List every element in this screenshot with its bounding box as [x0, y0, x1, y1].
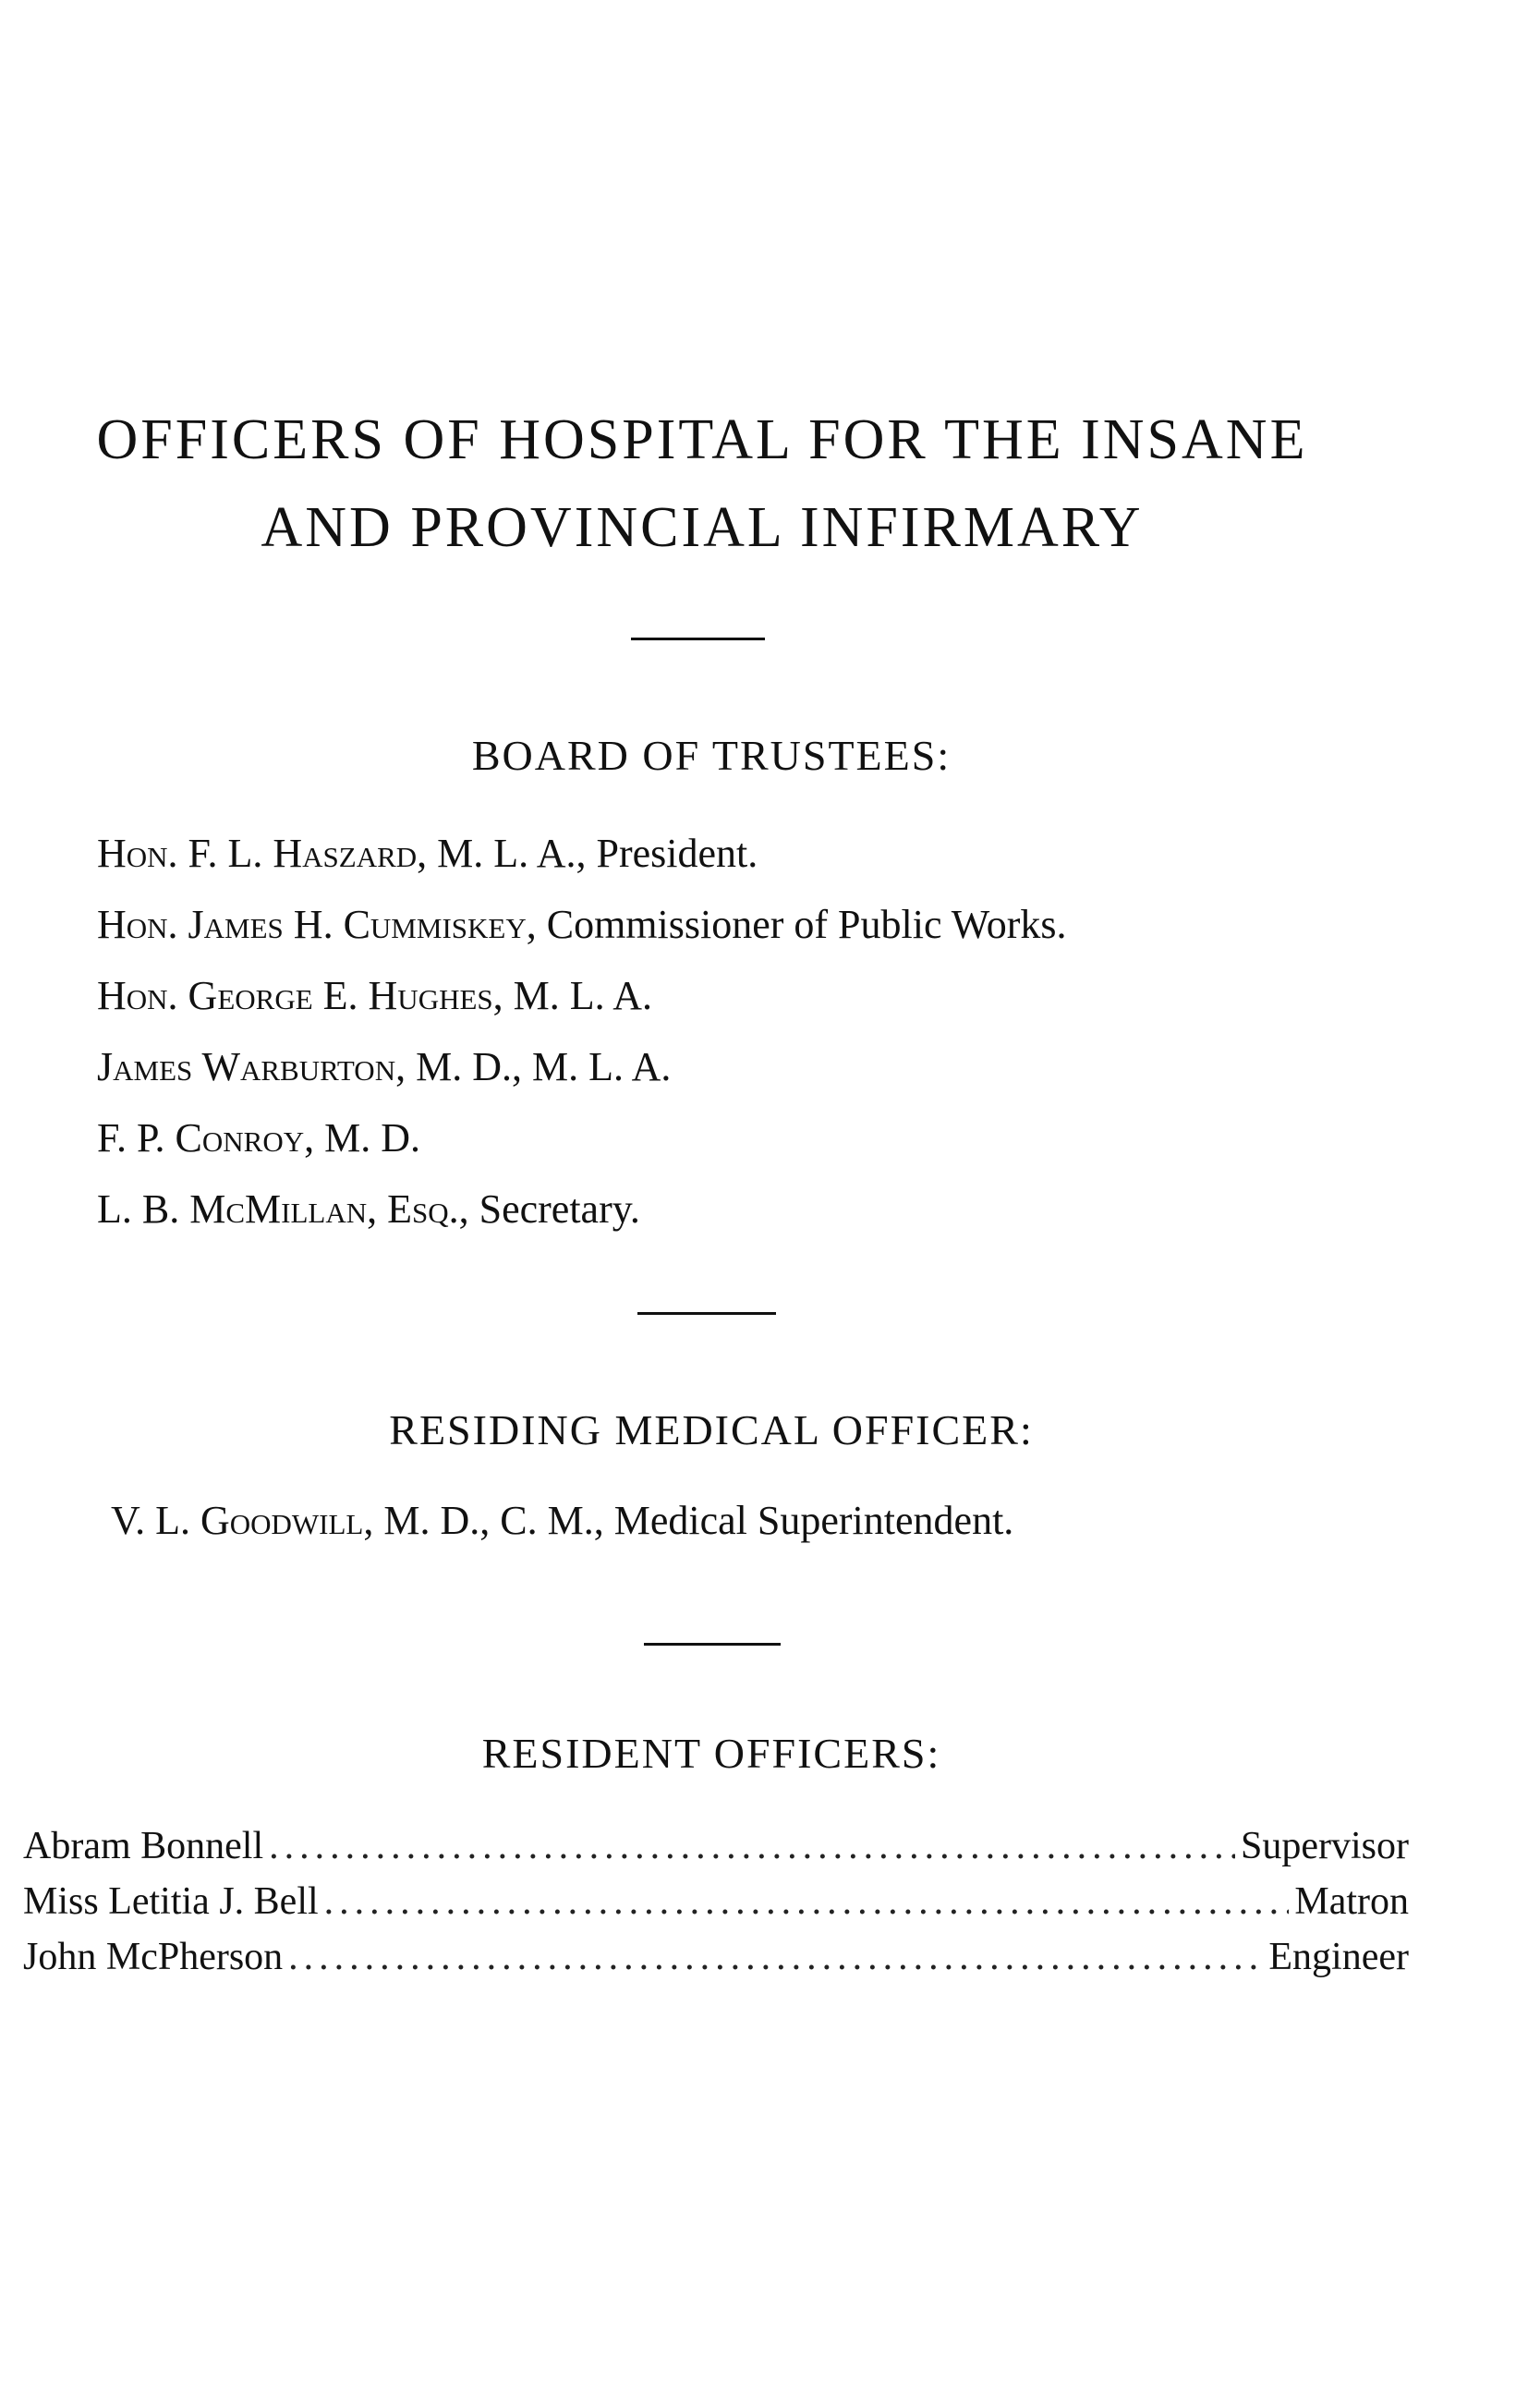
officer-role: Matron — [1294, 1880, 1409, 1923]
trustee-name: L. B. McMillan, Esq. — [97, 1186, 459, 1232]
trustee-suffix: , M. L. A. — [492, 973, 652, 1018]
officer-row — [23, 1929, 1409, 1985]
trustee-name: James Warburton — [97, 1044, 396, 1089]
officer-row — [23, 1874, 1409, 1929]
medical-officer-suffix: , M. D., C. M., Medical Superintendent. — [363, 1498, 1014, 1543]
officer-name: Miss Letitia J. Bell — [23, 1880, 319, 1923]
trustee-suffix: , M. D., M. L. A. — [395, 1044, 672, 1089]
medical-officer-entry — [111, 1497, 1013, 1546]
trustee-name: Hon. George E. Hughes — [97, 973, 493, 1018]
page-title-line-2: AND PROVINCIAL INFIRMARY — [261, 496, 1144, 559]
officer-role: Engineer — [1268, 1936, 1409, 1978]
divider-rule — [631, 638, 765, 640]
trustee-name: Hon. F. L. Haszard — [97, 831, 418, 876]
trustee-entry — [97, 889, 1066, 960]
trustee-entry — [97, 1102, 1066, 1173]
trustee-suffix: , Commissioner of Public Works. — [526, 902, 1067, 947]
resident-officers-list — [23, 1818, 1409, 1985]
trustee-suffix: , M. D. — [304, 1115, 421, 1161]
residing-medical-officer-heading: RESIDING MEDICAL OFFICER: — [389, 1406, 1034, 1453]
trustee-entry — [97, 960, 1066, 1031]
officer-row — [23, 1818, 1409, 1874]
medical-officer-name: V. L. Goodwill — [111, 1498, 364, 1543]
officer-name: Abram Bonnell — [23, 1825, 264, 1867]
trustee-entry — [97, 818, 1066, 889]
divider-rule — [637, 1312, 776, 1315]
officer-name: John McPherson — [23, 1936, 284, 1978]
divider-rule — [644, 1643, 781, 1646]
dot-leader — [288, 1929, 1263, 1985]
trustees-list — [97, 818, 1066, 1245]
resident-officers-heading: RESIDENT OFFICERS: — [481, 1730, 941, 1777]
trustee-suffix: , Secretary. — [458, 1186, 640, 1232]
board-of-trustees-heading: BOARD OF TRUSTEES: — [471, 732, 952, 779]
dot-leader — [324, 1874, 1290, 1929]
trustee-name: F. P. Conroy — [97, 1115, 305, 1161]
trustee-name: Hon. James H. Cummiskey — [97, 902, 527, 947]
trustee-suffix: , M. L. A., President. — [417, 831, 758, 876]
trustee-entry — [97, 1031, 1066, 1102]
dot-leader — [269, 1818, 1235, 1874]
officer-role: Supervisor — [1241, 1825, 1409, 1867]
page-title-line-1: OFFICERS OF HOSPITAL FOR THE INSANE — [96, 408, 1308, 471]
trustee-entry — [97, 1173, 1066, 1245]
